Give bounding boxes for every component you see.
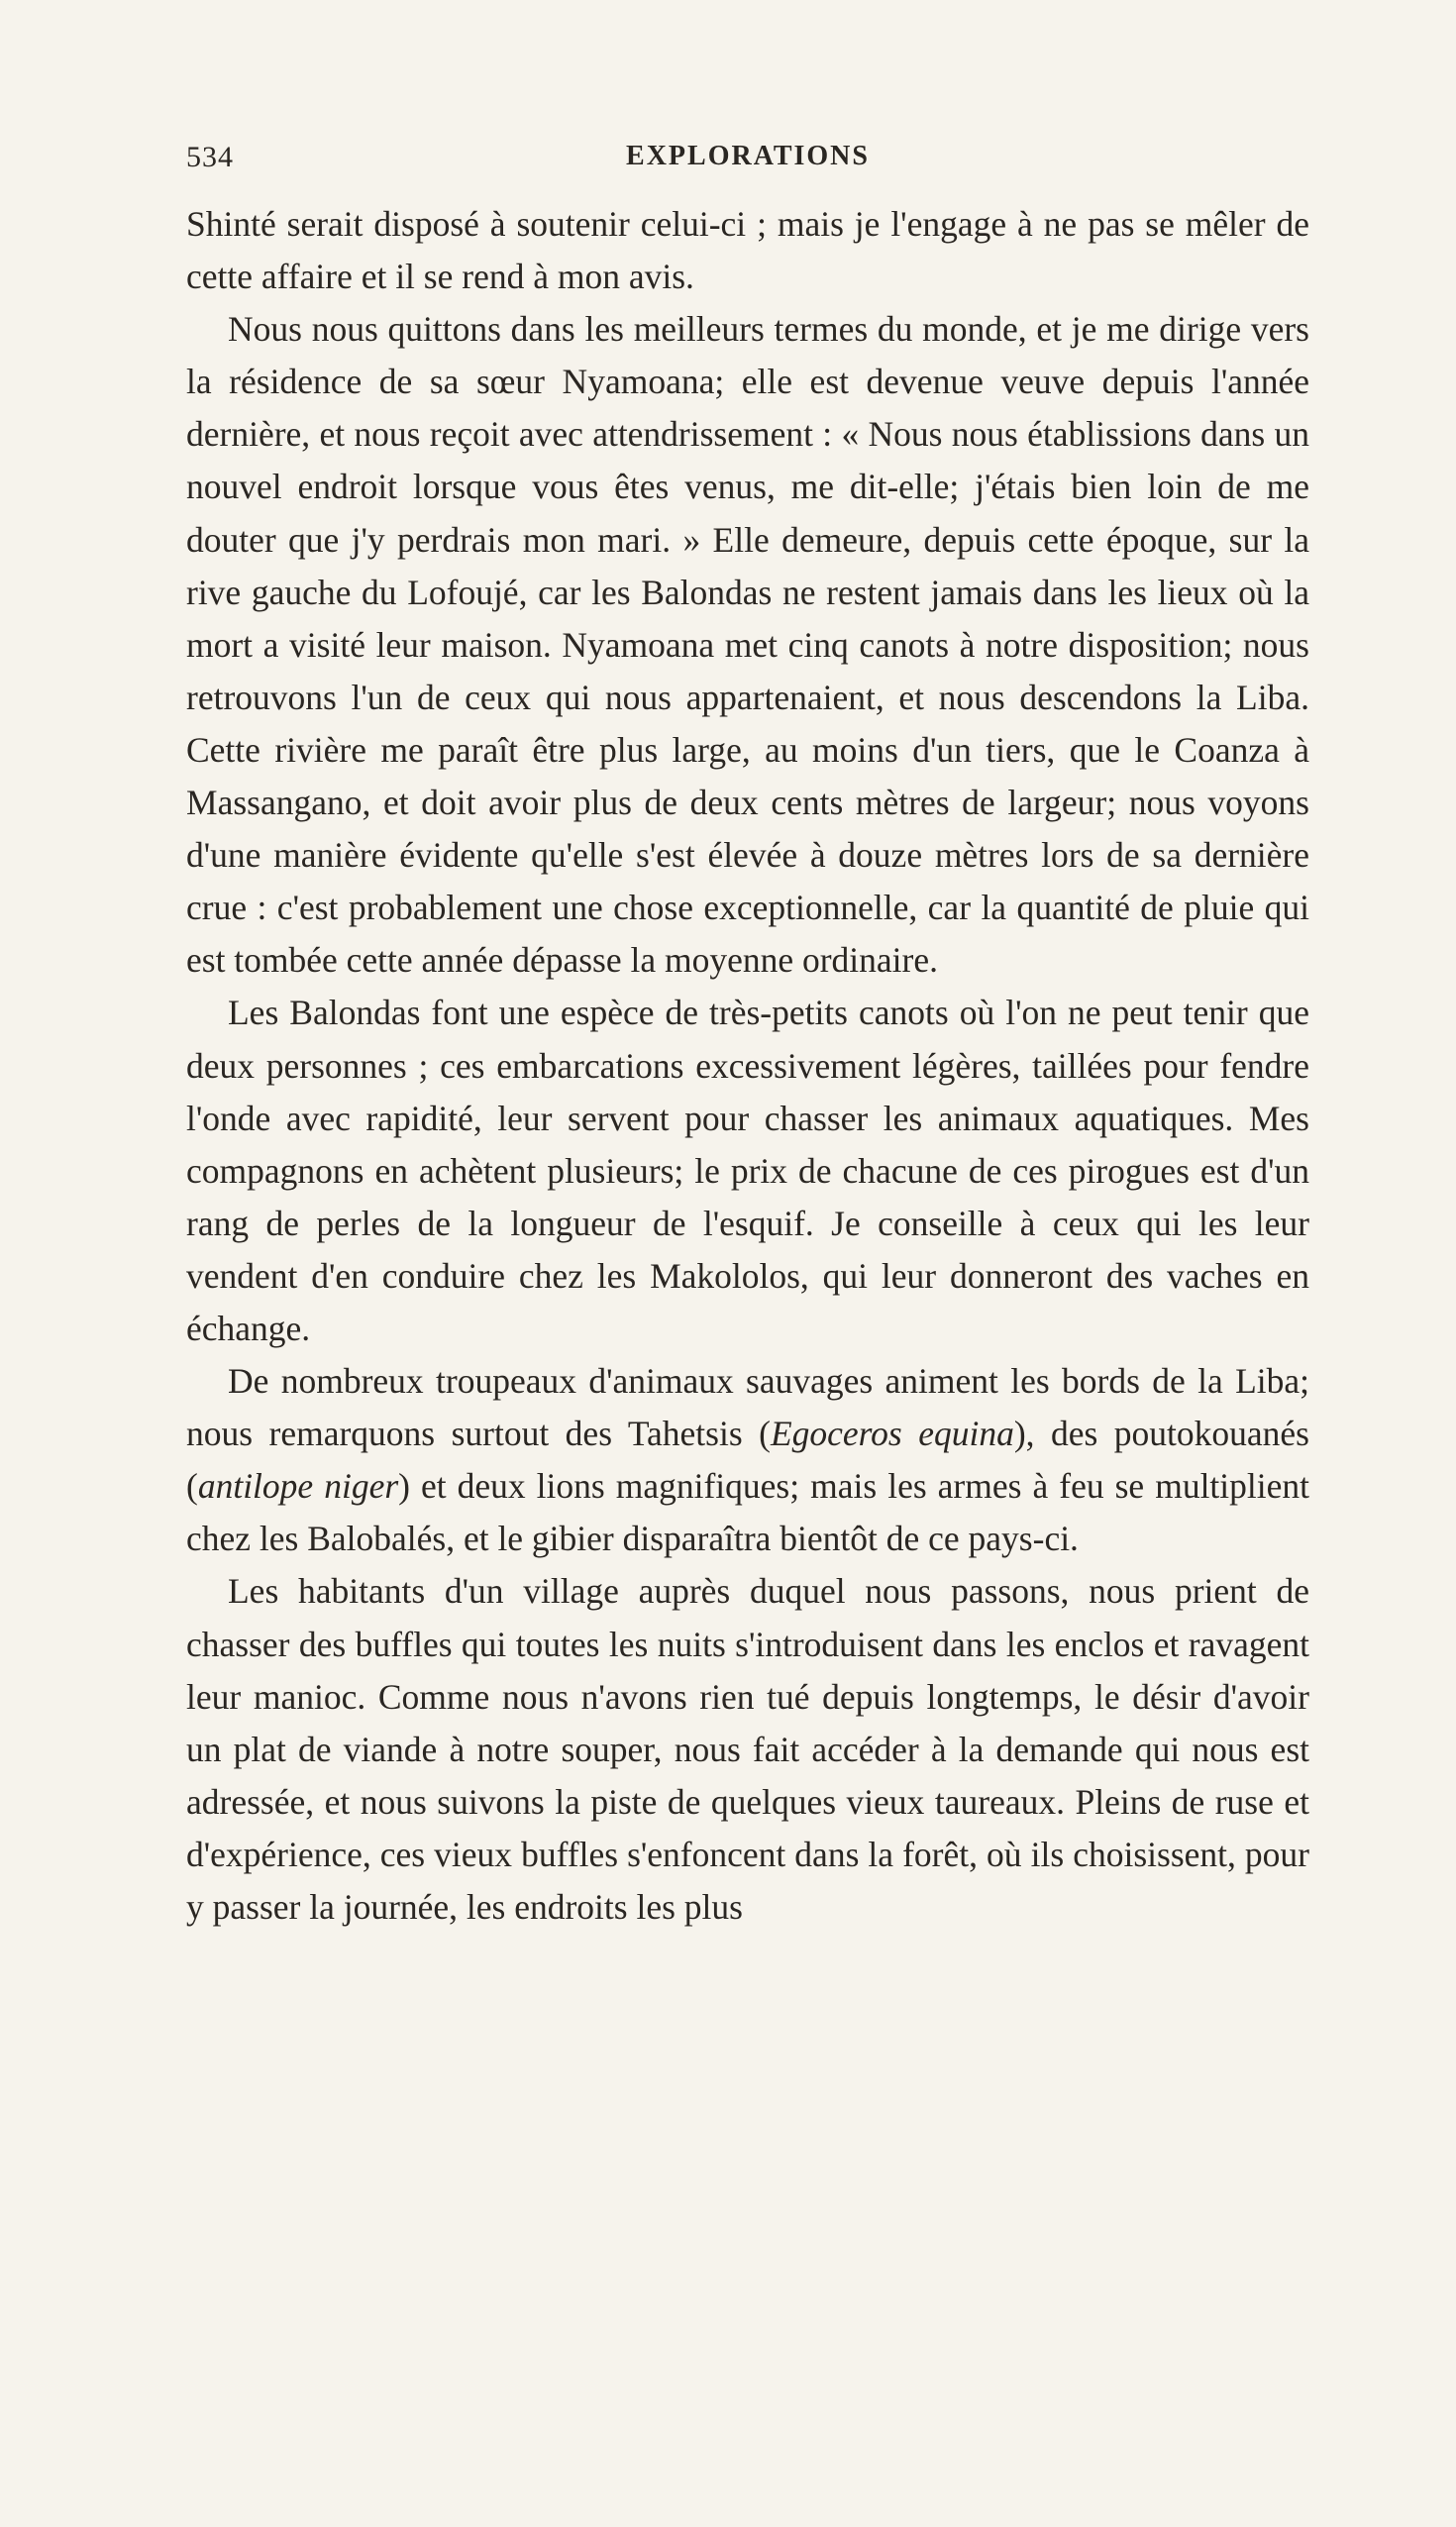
page-number: 534 <box>186 141 234 173</box>
paragraph-continued: Shinté serait disposé à soutenir celui-ci ; mais je l'engage à ne pas se mêler de cette affaire et il se rend à mon avis. <box>186 204 1309 297</box>
paragraph-troupeaux-text-1: De nombreux troupeaux d'animaux sauvages animent les bords de la Liba; nous remarquons surtout des Tahetsis ( <box>186 1361 1309 1454</box>
paragraph-nyamoana: Nous nous quittons dans les meilleurs termes du monde, et je me dirige vers la résidence de sa sœur Nyamoana; elle est devenue veuve depuis l'année dernière, et nous reçoit avec attendrissement : « Nous nous établissions dans un nouvel endroit lorsque vous êtes venus, me dit-elle; j'étais bien loin de me douter que j'y perdrais mon mari. » Elle demeure, depuis cette époque, sur la rive gauche du Lofoujé, car les Balondas ne restent jamais dans les lieux où la mort a visité leur maison. Nyamoana met cinq canots à notre disposition; nous retrouvons l'un de ceux qui nous appartenaient, et nous descendons la Liba. Cette rivière me paraît être plus large, au moins d'un tiers, que le Coanza à Massangano, et doit avoir plus de deux cents mètres de largeur; nous voyons d'une manière évidente qu'elle s'est élevée à douze mètres lors de sa dernière crue : c'est probablement une chose exceptionnelle, car la quantité de pluie qui est tombée cette année dépasse la moyenne ordinaire. <box>186 309 1309 981</box>
paragraph-troupeaux <box>186 1355 1309 1565</box>
paragraph-canots: Les Balondas font une espèce de très-petits canots où l'on ne peut tenir que deux personnes ; ces embarcations excessivement légères, taillées pour fendre l'onde avec rapidité, leur servent pour chasser les animaux aquatiques. Mes compagnons en achètent plusieurs; le prix de chacune de ces pirogues est d'un rang de perles de la longueur de l'esquif. Je conseille à ceux qui les leur vendent d'en conduire chez les Makololos, qui leur donneront des vaches en échange. <box>186 993 1309 1348</box>
paragraph-buffles: Les habitants d'un village auprès duquel nous passons, nous prient de chasser des buffles qui toutes les nuits s'introduisent dans les enclos et ravagent leur manioc. Comme nous n'avons rien tué depuis longtemps, le désir d'avoir un plat de viande à notre souper, nous fait accéder à la demande qui nous est adressée, et nous suivons la piste de quelques vieux taureaux. Pleins de ruse et d'expérience, ces vieux buffles s'enfoncent dans la forêt, où ils choisissent, pour y passer la journée, les endroits les plus <box>186 1571 1309 1927</box>
paragraph-troupeaux-text-2: ), des poutokouanés ( <box>186 1414 1309 1507</box>
page-header <box>186 141 1309 184</box>
species-name-egoceros: Egoceros equina <box>770 1414 1014 1454</box>
paragraph-troupeaux-text-3: ) et deux lions magnifiques; mais les armes à feu se multiplient chez les Balobalés, et le gibier disparaîtra bientôt de ce pays-ci. <box>186 1466 1309 1559</box>
running-title: EXPLORATIONS <box>626 141 870 171</box>
body-text <box>186 198 1309 1934</box>
species-name-antilope: antilope niger <box>197 1466 399 1507</box>
